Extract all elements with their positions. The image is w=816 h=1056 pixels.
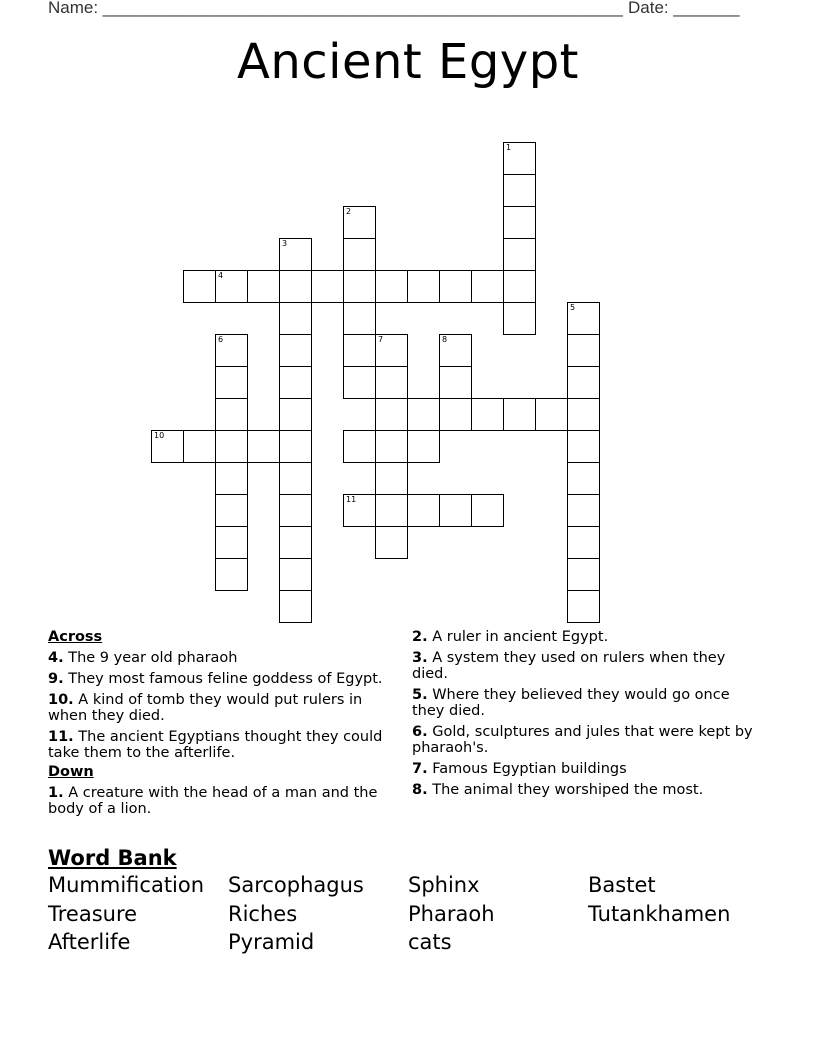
clue-number-label: 4 [218, 271, 224, 280]
crossword-cell[interactable] [503, 174, 536, 207]
crossword-cell[interactable] [503, 398, 536, 431]
crossword-cell[interactable] [279, 302, 312, 335]
crossword-cell[interactable] [567, 526, 600, 559]
crossword-cell[interactable] [375, 334, 408, 367]
clue-text: Gold, sculptures and jules that were kept by pharaoh's. [412, 724, 753, 756]
crossword-cell[interactable] [215, 526, 248, 559]
word-bank-item: Sphinx [408, 873, 480, 897]
crossword-cell[interactable] [567, 366, 600, 399]
down-heading: Down [48, 764, 94, 780]
crossword-cell[interactable] [279, 430, 312, 463]
crossword-cell[interactable] [503, 206, 536, 239]
crossword-cell[interactable] [343, 206, 376, 239]
crossword-cell[interactable] [343, 366, 376, 399]
clue-number: 4. [48, 650, 64, 666]
crossword-cell[interactable] [279, 526, 312, 559]
crossword-cell[interactable] [343, 270, 376, 303]
crossword-cell[interactable] [343, 494, 376, 527]
clue-down-1 [48, 785, 396, 817]
word-bank-item: Pharaoh [408, 901, 495, 926]
worksheet-header [48, 0, 748, 20]
crossword-cell[interactable] [471, 270, 504, 303]
crossword-cell[interactable] [503, 270, 536, 303]
clue-down-2 [412, 629, 762, 645]
crossword-cell[interactable] [247, 270, 280, 303]
clue-number-label: 2 [346, 207, 352, 216]
clue-down-7 [412, 761, 762, 777]
crossword-cell[interactable] [215, 494, 248, 527]
clue-number: 2. [412, 629, 428, 645]
crossword-cell[interactable] [439, 366, 472, 399]
clue-text: A system they used on rulers when they died. [412, 650, 726, 682]
crossword-cell[interactable] [471, 494, 504, 527]
clue-across-9 [48, 671, 396, 687]
clue-text: Famous Egyptian buildings [432, 761, 627, 777]
date-field-label[interactable]: Date: _______ [628, 0, 740, 17]
crossword-cell[interactable] [279, 334, 312, 367]
crossword-cell[interactable] [247, 430, 280, 463]
crossword-cell[interactable] [343, 302, 376, 335]
crossword-cell[interactable] [279, 398, 312, 431]
word-bank-item: Treasure [48, 901, 138, 926]
clue-text: The animal they worshiped the most. [432, 782, 704, 798]
crossword-cell[interactable] [183, 270, 216, 303]
clue-number-label: 5 [570, 303, 576, 312]
clue-number: 10. [48, 692, 74, 708]
across-heading: Across [48, 629, 103, 645]
crossword-cell[interactable] [567, 462, 600, 495]
clue-text: The ancient Egyptians thought they could take them to the afterlife. [48, 729, 383, 761]
crossword-cell[interactable] [567, 430, 600, 463]
clue-down-3 [412, 650, 762, 682]
clue-number: 11. [48, 729, 74, 745]
word-bank-item: Afterlife [48, 930, 131, 954]
clue-number-label: 3 [282, 239, 288, 248]
crossword-cell[interactable] [567, 494, 600, 527]
crossword-cell[interactable] [215, 334, 248, 367]
crossword-cell[interactable] [279, 238, 312, 271]
crossword-cell[interactable] [407, 494, 440, 527]
clue-text: Where they believed they would go once they died. [412, 687, 730, 719]
clues-left-column [48, 629, 396, 822]
crossword-cell[interactable] [279, 270, 312, 303]
crossword-cell[interactable] [375, 366, 408, 399]
crossword-cell[interactable] [567, 334, 600, 367]
crossword-cell[interactable] [151, 430, 184, 463]
crossword-cell[interactable] [375, 430, 408, 463]
clue-across-4 [48, 650, 396, 666]
word-bank-item: cats [408, 930, 452, 954]
crossword-cell[interactable] [343, 334, 376, 367]
clue-number-label: 6 [218, 335, 224, 344]
crossword-cell[interactable] [375, 494, 408, 527]
clue-number-label: 11 [346, 495, 357, 504]
crossword-cell[interactable] [215, 558, 248, 591]
clue-number: 6. [412, 724, 428, 740]
crossword-cell[interactable] [279, 462, 312, 495]
crossword-cell[interactable] [535, 398, 568, 431]
crossword-cell[interactable] [407, 398, 440, 431]
clue-number-label: 8 [442, 335, 448, 344]
word-bank-item: Bastet [588, 873, 656, 897]
clue-number: 5. [412, 687, 428, 703]
crossword-cell[interactable] [439, 334, 472, 367]
crossword-cell[interactable] [279, 366, 312, 399]
crossword-cell[interactable] [215, 366, 248, 399]
crossword-cell[interactable] [343, 238, 376, 271]
crossword-cell[interactable] [503, 142, 536, 175]
clue-number: 8. [412, 782, 428, 798]
clue-across-11 [48, 729, 396, 761]
crossword-cell[interactable] [375, 270, 408, 303]
crossword-cell[interactable] [183, 430, 216, 463]
crossword-cell[interactable] [343, 430, 376, 463]
clue-text: The 9 year old pharaoh [68, 650, 238, 666]
crossword-cell[interactable] [279, 494, 312, 527]
clue-number: 9. [48, 671, 64, 687]
crossword-cell[interactable] [311, 270, 344, 303]
crossword-cell[interactable] [215, 462, 248, 495]
word-bank-title: Word Bank [48, 846, 177, 870]
crossword-cell[interactable] [503, 238, 536, 271]
crossword-cell[interactable] [279, 590, 312, 623]
crossword-cell[interactable] [567, 398, 600, 431]
clues-right-column [412, 629, 762, 803]
crossword-cell[interactable] [215, 270, 248, 303]
crossword-cell[interactable] [503, 302, 536, 335]
crossword-cell[interactable] [567, 558, 600, 591]
crossword-cell[interactable] [215, 398, 248, 431]
word-bank-item: Pyramid [228, 930, 315, 954]
crossword-cell[interactable] [375, 398, 408, 431]
crossword-cell[interactable] [471, 398, 504, 431]
crossword-cell[interactable] [567, 302, 600, 335]
clue-down-5 [412, 687, 762, 719]
crossword-cell[interactable] [407, 430, 440, 463]
clue-number: 7. [412, 761, 428, 777]
word-bank-item: Mummification [48, 873, 205, 897]
crossword-cell[interactable] [279, 558, 312, 591]
page-title: Ancient Egypt [236, 34, 579, 90]
clue-text: They most famous feline goddess of Egypt. [68, 671, 383, 687]
clue-text: A creature with the head of a man and the body of a lion. [48, 785, 378, 817]
crossword-cell[interactable] [375, 526, 408, 559]
crossword-cell[interactable] [215, 430, 248, 463]
clue-text: A ruler in ancient Egypt. [432, 629, 609, 645]
clue-number-label: 1 [506, 143, 512, 152]
word-bank-item: Sarcophagus [228, 873, 364, 897]
word-bank [48, 873, 768, 959]
clue-number: 1. [48, 785, 64, 801]
clue-text: A kind of tomb they would put rulers in when they died. [48, 692, 363, 724]
name-field-label[interactable]: Name: _______________________________________________________ [48, 0, 623, 17]
crossword-cell[interactable] [375, 462, 408, 495]
crossword-cell[interactable] [407, 270, 440, 303]
clue-across-10 [48, 692, 396, 724]
crossword-cell[interactable] [439, 270, 472, 303]
crossword-cell[interactable] [439, 398, 472, 431]
word-bank-item: Tutankhamen [588, 901, 731, 926]
crossword-cell[interactable] [439, 494, 472, 527]
word-bank-item: Riches [228, 901, 298, 926]
clue-number-label: 10 [154, 431, 165, 440]
clue-number-label: 7 [378, 335, 384, 344]
crossword-cell[interactable] [567, 590, 600, 623]
clue-number: 3. [412, 650, 428, 666]
clue-down-6 [412, 724, 762, 756]
clue-down-8 [412, 782, 762, 798]
